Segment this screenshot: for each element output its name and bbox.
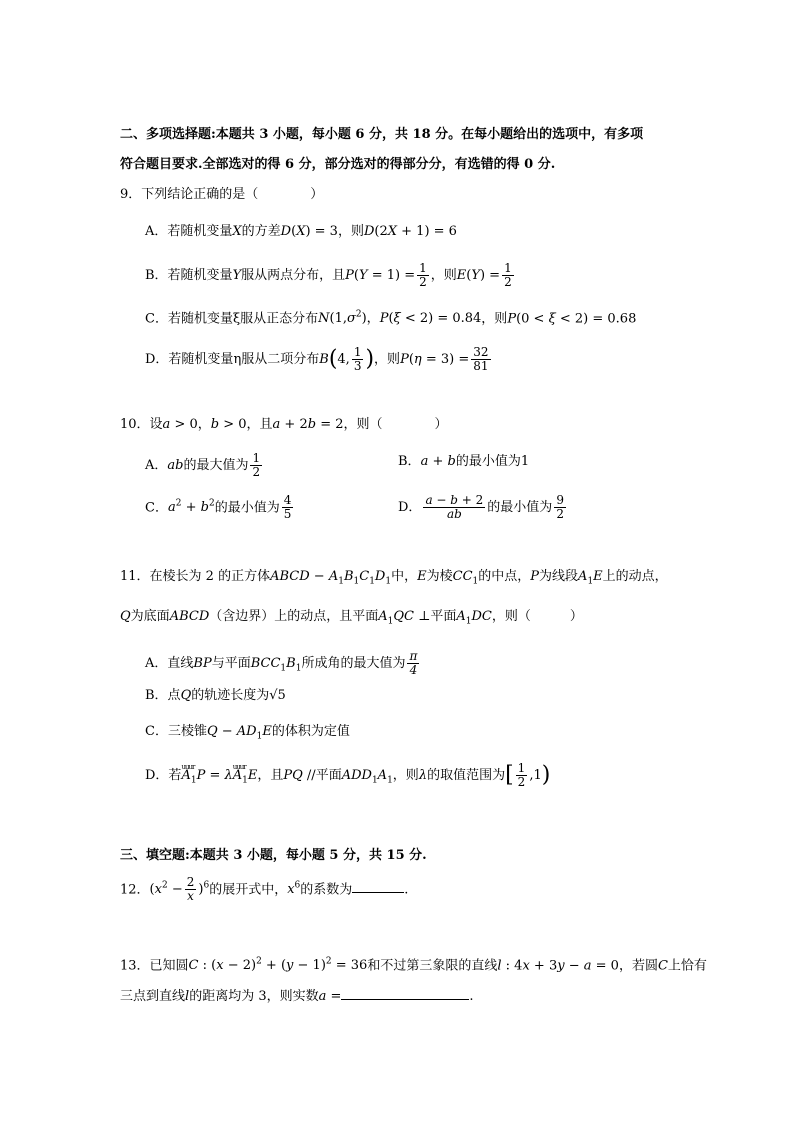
question-12: 12．($x^2$ − $\frac{2}{x}$ )$^6$的展开式中，$x^6$的系数为 . (120, 875, 409, 904)
answer-blank-13 (341, 987, 469, 1000)
q10-option-c: C．$a^2 + b^2$的最小值为 $\frac{4}{5}$ (145, 493, 292, 522)
q9-option-d: D．若随机变量η服从二项分布B(4, $\frac{1}{3}$ )，则P(η = 3) = $\frac{32}{81}$ (145, 345, 489, 373)
q11-option-d: D．若uuur $A_1P$ = λuuur $A_1E$，且PQ //平面$ADD_1A_1$，则λ的取值范围为[ $\frac{1}{2}$ ,1) (145, 762, 550, 791)
question-11-line1: 11．在棱长为 2 的正方体ABCD − $A_1B_1C_1D_1$中，E为棱$CC_1$的中点，P为线段$A_1E$上的动点， (120, 569, 668, 587)
q11-option-b: B．点Q的轨迹长度为√5 (145, 688, 286, 703)
section2-heading-line1: 二、多项选择题:本题共 3 小题，每小题 6 分，共 18 分。在每小题给出的选项中，有多项 (120, 127, 644, 142)
q10-option-b: B．a + b的最小值为1 (398, 454, 530, 469)
q9-option-a: A．若随机变量X的方差D(X) = 3，则D(2X + 1) = 6 (145, 224, 457, 239)
question-11-line2: Q为底面ABCD（含边界）上的动点，且平面$A_1QC$ ⊥平面$A_1DC$，则（ ） (120, 609, 583, 627)
question-13-line2: 三点到直线l的距离均为 3，则实数a = . (120, 989, 474, 1004)
q9-option-c: C．若随机变量ξ服从正态分布$N(1,\sigma^2)$，P(ξ < 2) = 0.84，则P(0 < ξ < 2) = 0.68 (145, 310, 637, 327)
answer-blank-12 (352, 880, 404, 893)
question-13-line1: 13．已知圆C : $(x - 2)^2 + (y - 1)^2 = 36$和不过第三象限的直线l : 4x + 3y − a = 0，若圆C上恰有 (120, 957, 707, 974)
section3-heading: 三、填空题:本题共 3 小题，每小题 5 分，共 15 分. (120, 848, 427, 863)
section2-heading-line2: 符合题目要求.全部选对的得 6 分，部分选对的得部分分，有选错的得 0 分. (120, 157, 556, 172)
q9-option-b: B．若随机变量Y服从两点分布，且P(Y = 1) = $\frac{1}{2}$ ，则E(Y) = $\frac{1}{2}$ (145, 261, 512, 289)
question-9-stem: 9．下列结论正确的是（ ） (120, 187, 324, 202)
q10-option-a: A．ab的最大值为 $\frac{1}{2}$ (145, 451, 261, 479)
q11-option-a: A．直线BP与平面$BCC_1B_1$所成角的最大值为 $\frac{\pi}{4}$ (145, 649, 418, 677)
q11-option-c: C．三棱锥$Q - AD_1E$的体积为定值 (145, 724, 350, 742)
q10-option-d: D． $\frac{a - b + 2}{ab}$ 的最小值为 $\frac{9}{2}$ (398, 493, 564, 521)
question-10-stem: 10．设a > 0，b > 0，且a + 2b = 2，则（ ） (120, 417, 448, 432)
